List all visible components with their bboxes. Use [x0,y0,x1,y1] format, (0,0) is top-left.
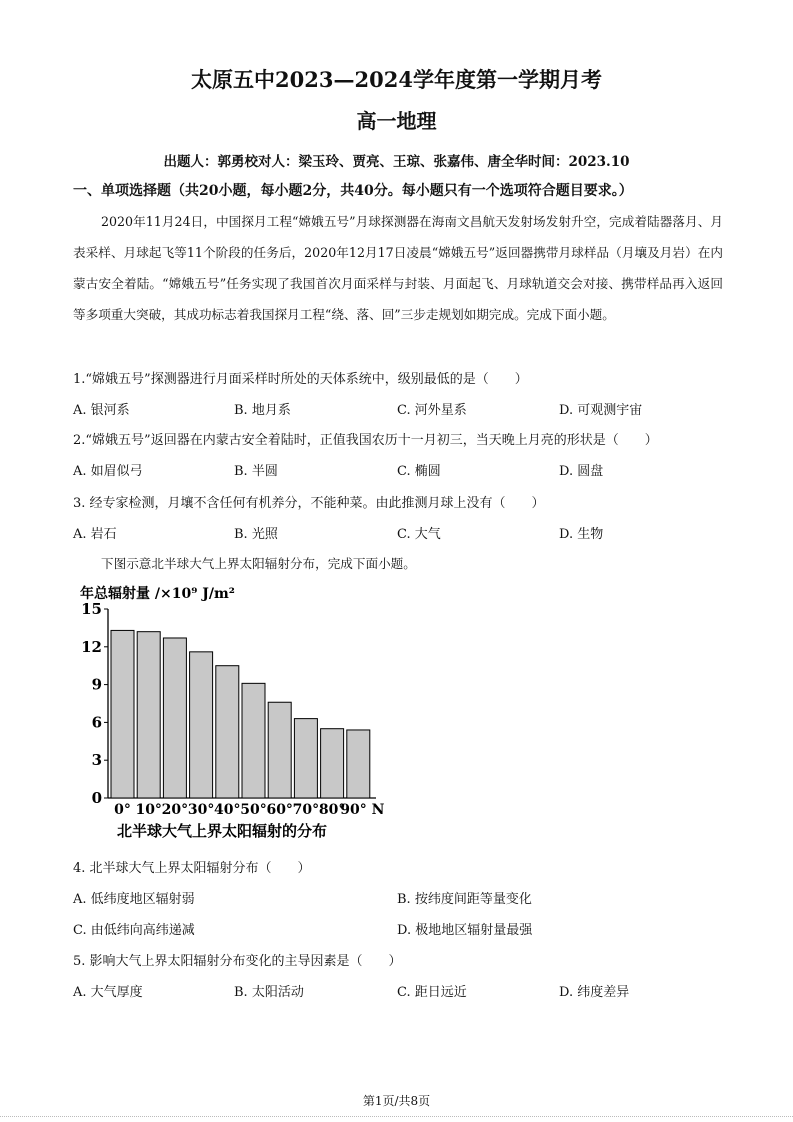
bar-1 [137,632,160,798]
question-3-stem: 3. 经专家检测，月壤不含任何有机养分，不能种菜。由此推测月球上没有（ ） [73,496,545,511]
question-1-stem: 1.“嫦娥五号”探测器进行月面采样时所处的天体系统中，级别最低的是（ ） [73,372,528,387]
x-tick-label: 50° [240,802,267,818]
x-tick-label: 70° [292,802,320,818]
question-5-stem: 5. 影响大气上界太阳辐射分布变化的主导因素是（ ） [73,954,402,969]
x-tick-label: 20° [161,802,189,818]
bar-9 [347,730,370,798]
question-3-option-b: B. 光照 [234,527,278,542]
question-2-option-c: C. 椭圆 [397,464,441,479]
section-heading: 一、单项选择题（共20小题，每小题2分，共40分。每小题只有一个选项符合题目要求。） [73,183,633,199]
x-tick-label: 10° [135,802,162,818]
question-1-option-d: D. 可观测宇宙 [559,403,643,418]
y-tick-label: 3 [91,751,102,770]
question-4-stem: 4. 北半球大气上界太阳辐射分布（ ） [73,861,311,876]
bar-3 [190,652,213,798]
x-tick-label: 60° [266,802,293,818]
question-4-option-a: A. 低纬度地区辐射弱 [73,892,195,907]
authors-line: 出题人：郭勇校对人：梁玉玲、贾亮、王琼、张嘉伟、唐全华时间：2023.10 [163,154,630,170]
y-tick-label: 6 [91,713,102,732]
bar-4 [216,666,239,798]
x-tick-label: 40° [214,802,241,818]
question-2-option-d: D. 圆盘 [559,464,604,479]
question-2-stem: 2.“嫦娥五号”返回器在内蒙古安全着陆时，正值我国农历十一月初三，当天晚上月亮的形状是（ ） [73,433,658,448]
y-tick-label: 9 [91,675,102,694]
chart-intro: 下图示意北半球大气上界太阳辐射分布，完成下面小题。 [101,556,416,571]
x-tick-label: 80° [318,802,346,818]
exam-title: 太原五中2023—2024学年度第一学期月考 [191,67,602,92]
question-1-option-c: C. 河外星系 [397,403,467,418]
bar-5 [242,683,265,798]
chart-y-label: 年总辐射量 /×10⁹ J/m² [80,586,235,602]
bar-6 [268,702,291,798]
y-tick-label: 15 [81,600,102,618]
question-1-option-a: A. 银河系 [73,403,130,418]
question-3-option-c: C. 大气 [397,527,441,542]
passage-paragraph: 2020年11月24日，中国探月工程“嫦娥五号”月球探测器在海南文昌航天发射场发射升空，完成着陆器落月、月表采样、月球起飞等11个阶段的任务后，2020年12月17日凌晨“嫦娥五号”返回器携带月球样品（月壤及月岩）在内蒙古安全着陆。“嫦娥五号”任务实现了我国首次月面采样与封装、月面起飞、月球轨道交会对接、携带样品再入返回等多项重大突破，其成功标志着我国探月工程“绕、落、回”三步走规划如期完成。完成下面小题。 [73,214,723,322]
subject-title: 高一地理 [356,109,437,133]
chart-x-label: 北半球大气上界太阳辐射的分布 [117,822,328,840]
page-number: 第1页/共8页 [362,1094,431,1108]
footer-divider [0,1116,793,1117]
question-4-option-b: B. 按纬度间距等量变化 [397,892,532,907]
question-5-option-a: A. 大气厚度 [73,985,143,1000]
y-tick-label: 0 [91,789,102,807]
x-tick-label: 90° N [340,802,385,818]
y-tick-label: 12 [81,637,102,656]
radiation-bar-chart [70,580,400,845]
question-1-option-b: B. 地月系 [234,403,291,418]
question-3-option-d: D. 生物 [559,527,604,542]
question-5-option-c: C. 距日远近 [397,985,467,1000]
question-5-option-b: B. 太阳活动 [234,985,304,1000]
question-5-option-d: D. 纬度差异 [559,985,630,1000]
x-tick-label: 0° [114,802,131,818]
question-2-option-b: B. 半圆 [234,464,278,479]
question-2-option-a: A. 如眉似弓 [73,464,143,479]
bar-2 [163,638,186,798]
question-4-option-c: C. 由低纬向高纬递减 [73,923,195,938]
bar-8 [321,729,344,798]
question-3-option-a: A. 岩石 [73,527,117,542]
question-4-option-d: D. 极地地区辐射量最强 [397,923,533,938]
bar-7 [294,719,317,798]
x-tick-label: 30° [187,802,215,818]
bar-0 [111,630,134,798]
